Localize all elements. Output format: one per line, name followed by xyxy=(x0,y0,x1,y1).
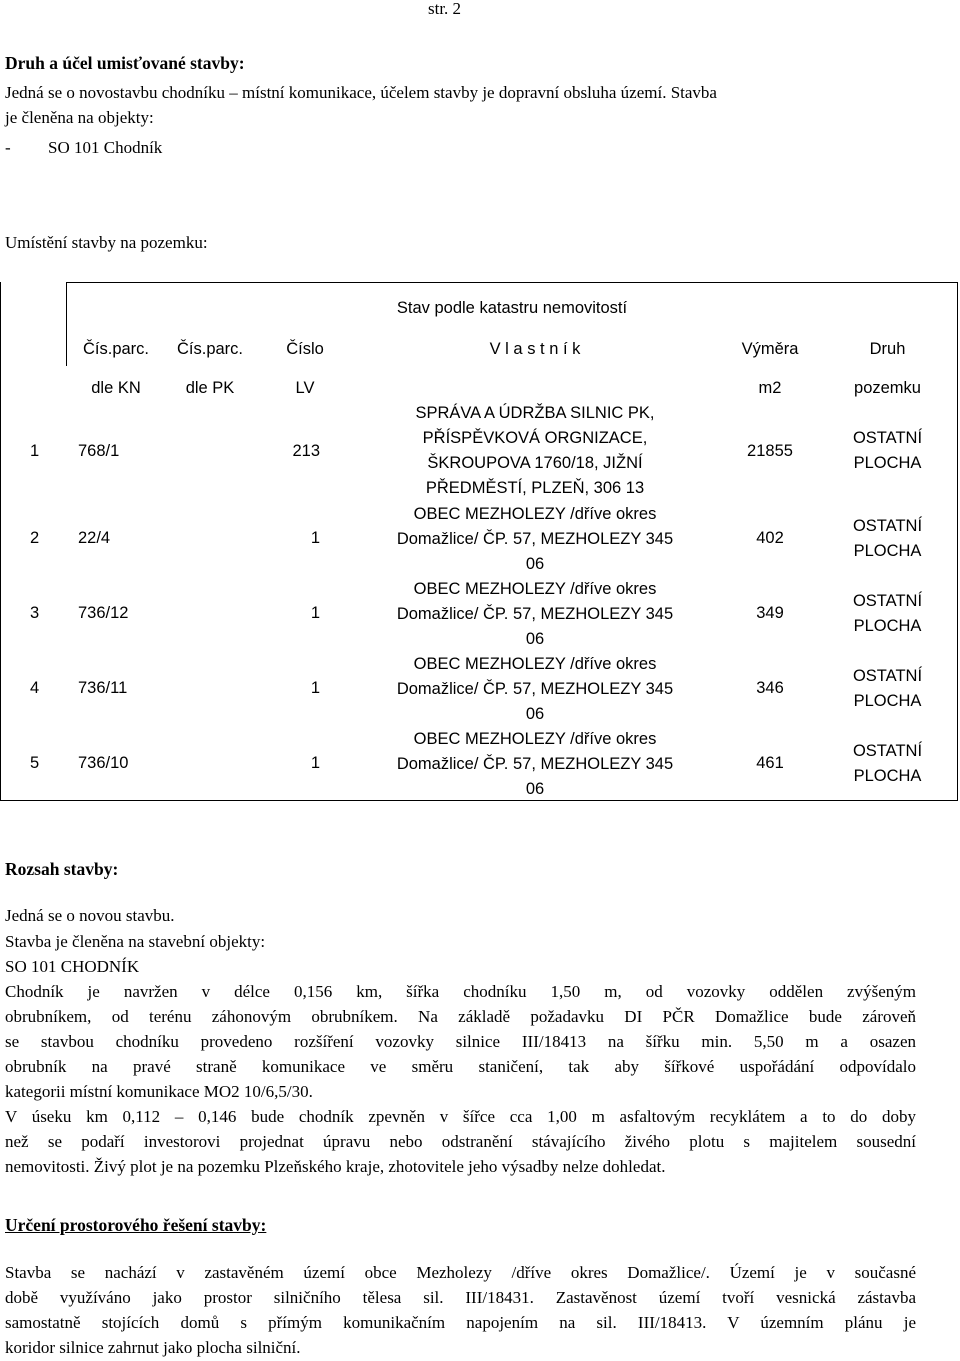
col-header-pk: Čís.parc. xyxy=(176,340,244,358)
col-header-type: Druh xyxy=(869,340,906,358)
area-value: 346 xyxy=(756,679,784,697)
subheader-kn: dle KN xyxy=(91,379,141,397)
owner-line: Domažlice/ ČP. 57, MEZHOLEZY 345 xyxy=(396,530,674,548)
land-type: PLOCHA xyxy=(853,454,922,472)
subheader-pk: dle PK xyxy=(185,379,235,397)
owner-line: SPRÁVA A ÚDRŽBA SILNIC PK, xyxy=(415,404,655,422)
table-border-left xyxy=(0,282,1,801)
col-header-kn: Čís.parc. xyxy=(82,340,150,358)
parcel-kn: 768/1 xyxy=(78,442,120,460)
spatial-body-line: době využíváno jako prostor silničního tělesa sil. III/18431. Zastavěnost území tvoří vesnická zástavba xyxy=(5,1288,916,1307)
col-header-area: Výměra xyxy=(741,340,799,358)
owner-line: OBEC MEZHOLEZY /dříve okres xyxy=(413,580,657,598)
land-type: PLOCHA xyxy=(853,692,922,710)
scope-object-name: SO 101 CHODNÍK xyxy=(5,957,140,976)
land-type: OSTATNÍ xyxy=(852,667,923,685)
table-border-top xyxy=(66,282,958,283)
lv-number: 1 xyxy=(310,604,320,622)
owner-line: Domažlice/ ČP. 57, MEZHOLEZY 345 xyxy=(396,680,674,698)
parcel-kn: 736/11 xyxy=(78,679,128,697)
owner-line: PŘEDMĚSTÍ, PLZEŇ, 306 13 xyxy=(425,479,645,497)
table-border-right xyxy=(957,282,958,801)
subheader-area: m2 xyxy=(758,379,782,397)
lv-number: 1 xyxy=(310,754,320,772)
spatial-body-line: koridor silnice zahrnut jako plocha silniční. xyxy=(5,1338,301,1357)
owner-line: 06 xyxy=(525,630,545,648)
section-heading-spatial: Určení prostorového řešení stavby: xyxy=(5,1215,267,1235)
scope-paragraph-2: Stavba je členěna na stavební objekty: xyxy=(5,932,266,951)
lv-number: 1 xyxy=(310,529,320,547)
owner-line: PŘÍSPĚVKOVÁ ORGNIZACE, xyxy=(422,429,648,447)
owner-line: ŠKROUPOVA 1760/18, JIŽNÍ xyxy=(427,454,643,472)
lv-number: 1 xyxy=(310,679,320,697)
col-header-lv: Číslo xyxy=(286,340,324,358)
parcel-kn: 22/4 xyxy=(78,529,111,547)
table-group-header: Stav podle katastru nemovitostí xyxy=(396,299,628,317)
section-heading-scope: Rozsah stavby: xyxy=(5,859,119,879)
section-heading-placement: Umístění stavby na pozemku: xyxy=(5,233,208,252)
row-number: 5 xyxy=(30,754,40,772)
area-value: 461 xyxy=(756,754,784,772)
page-number: str. 2 xyxy=(428,0,462,18)
area-value: 349 xyxy=(756,604,784,622)
scope-body-line: Chodník je navržen v délce 0,156 km, šířka chodníku 1,50 m, od vozovky oddělen zvýšeným xyxy=(5,982,916,1001)
purpose-item-dash: - xyxy=(5,138,11,157)
owner-line: 06 xyxy=(525,705,545,723)
area-value: 402 xyxy=(756,529,784,547)
land-type: OSTATNÍ xyxy=(852,429,923,447)
parcel-kn: 736/12 xyxy=(78,604,129,622)
spatial-body-line: Stavba se nachází v zastavěném území obce Mezholezy /dříve okres Domažlice/. Území je v současné xyxy=(5,1263,916,1282)
owner-line: Domažlice/ ČP. 57, MEZHOLEZY 345 xyxy=(396,605,674,623)
scope-body-line: než se podaří investorovi projednat úpravu nebo odstranění stávajícího živého plotu s majitelem sousední xyxy=(5,1132,916,1151)
row-number: 2 xyxy=(30,529,40,547)
scope-paragraph-1: Jedná se o novou stavbu. xyxy=(5,906,175,925)
scope-body-line: kategorii místní komunikace MO2 10/6,5/30. xyxy=(5,1082,313,1101)
subheader-lv: LV xyxy=(295,379,315,397)
owner-line: OBEC MEZHOLEZY /dříve okres xyxy=(413,505,657,523)
scope-body-line: se stavbou chodníku provedeno rozšíření vozovky silnice III/18413 na šířku min. 5,50 m a osazen xyxy=(5,1032,916,1051)
owner-line: OBEC MEZHOLEZY /dříve okres xyxy=(413,655,657,673)
owner-line: 06 xyxy=(525,780,545,798)
scope-body-line: obrubník na pravé straně komunikace ve směru staničení, tak aby šířkové uspořádání odpovídalo xyxy=(5,1057,916,1076)
owner-line: 06 xyxy=(525,555,545,573)
owner-line: Domažlice/ ČP. 57, MEZHOLEZY 345 xyxy=(396,755,674,773)
row-number: 1 xyxy=(30,442,40,460)
spatial-body-line: samostatně stojících domů s přímým komunikačním napojením na sil. III/18413. V územním plánu je xyxy=(5,1313,916,1332)
land-type: PLOCHA xyxy=(853,542,922,560)
owner-line: OBEC MEZHOLEZY /dříve okres xyxy=(413,730,657,748)
land-type: OSTATNÍ xyxy=(852,592,923,610)
scope-body-line: obrubníkem, od terénu záhonovým obrubníkem. Na základě požadavku DI PČR Domažlice bude zároveň xyxy=(5,1007,916,1026)
purpose-item: SO 101 Chodník xyxy=(48,138,163,157)
land-type: OSTATNÍ xyxy=(852,742,923,760)
scope-body-line: V úseku km 0,112 – 0,146 bude chodník zpevněn v šířce cca 1,00 m asfaltovým recyklátem a to do doby xyxy=(5,1107,916,1126)
row-number: 3 xyxy=(30,604,40,622)
scope-body-line: nemovitosti. Živý plot je na pozemku Plzeňského kraje, zhotovitele jeho výsadby nelze dohledat. xyxy=(5,1157,666,1176)
col-header-owner: V l a s t n í k xyxy=(489,340,581,358)
lv-number: 213 xyxy=(292,442,320,460)
parcel-kn: 736/10 xyxy=(78,754,129,772)
row-number: 4 xyxy=(30,679,40,697)
section-heading-purpose: Druh a účel umisťované stavby: xyxy=(5,53,245,73)
subheader-type: pozemku xyxy=(854,379,921,397)
area-value: 21855 xyxy=(747,442,793,460)
purpose-line-1: Jedná se o novostavbu chodníku – místní komunikace, účelem stavby je dopravní obsluha území. Stavba xyxy=(5,83,717,102)
land-type: PLOCHA xyxy=(853,767,922,785)
purpose-line-2: je členěna na objekty: xyxy=(5,108,154,127)
land-type: OSTATNÍ xyxy=(852,517,923,535)
land-type: PLOCHA xyxy=(853,617,922,635)
